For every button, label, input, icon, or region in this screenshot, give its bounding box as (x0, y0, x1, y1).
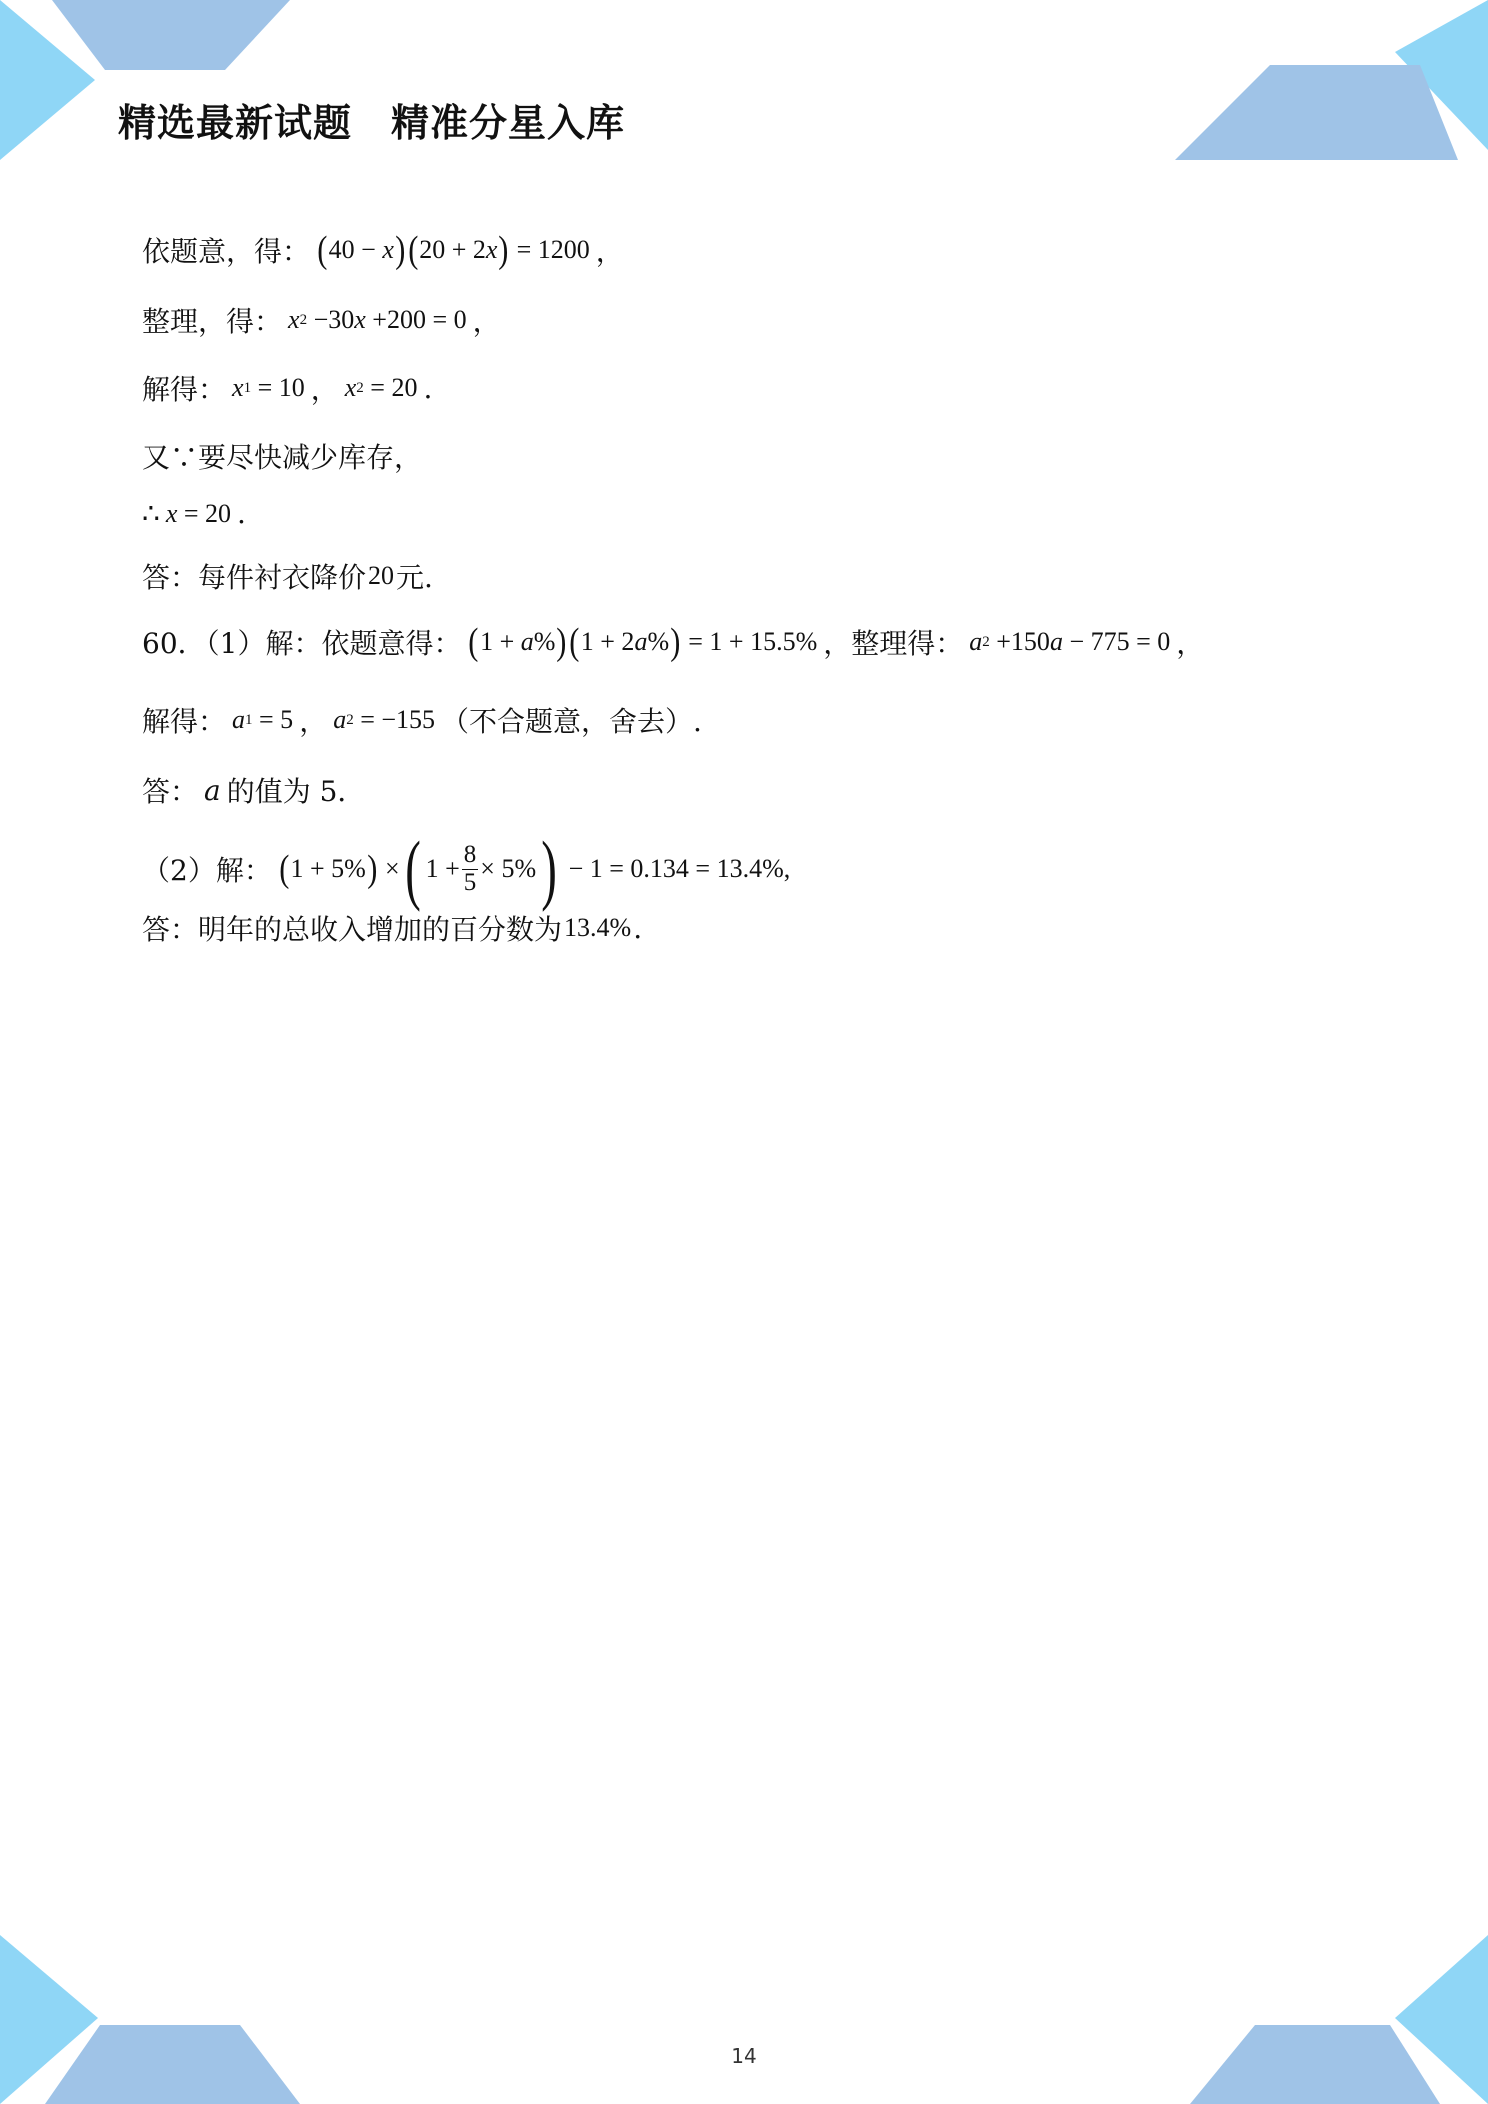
equation-2: x 2 −30 x +200 = 0 (288, 305, 467, 334)
equation-60-2: a 2 +150 a − 775 = 0 (969, 627, 1171, 656)
root-x1: x 1 = 10 (232, 373, 305, 402)
page-number: 14 (731, 2044, 757, 2068)
answer-line-a: 答： a 的值为 5． (142, 773, 366, 808)
problem-60-part-1: 60．（1）解：依题意得： ( 1 + a % ) ( 1 + 2 a % ) = 1 + 15.5% ，整理得： a 2 +150 a − 775 = 0 ， (142, 621, 1205, 663)
root-a1: a 1 = 5 (232, 705, 294, 734)
top-left-trapezoid (52, 0, 290, 70)
root-x2: x 2 = 20 (344, 373, 418, 402)
equation-1: ( 40 − x ) ( 20 + 2 x ) = 1200 (317, 229, 590, 271)
answer-line-increase: 答：明年的总收入增加的百分数为 13.4% . (142, 911, 643, 946)
solution-line-conclusion: ∴ x = 20 . (142, 497, 246, 530)
problem-60-part-2: （2）解： ( 1 + 5% ) × ( 1 + $\frac{8}{5}$ × 5% ) − 1 = 0.134 = 13.4%, (142, 825, 791, 912)
fraction-8-5: $\frac{8}{5}$ (463, 841, 477, 896)
header-title: 精选最新试题 精准分星入库 (118, 101, 626, 145)
solution-line-condition: 又∵要尽快减少库存， (142, 441, 423, 474)
equation-60-3: ( 1 + 5% ) × ( 1 + $\frac{8}{5}$ × 5% ) − 1 = 0.134 = 13.4%, (279, 825, 791, 912)
solution-line-roots: 解得： x 1 = 10 ， x 2 = 20 . (142, 371, 433, 406)
answer-line-price: 答：每件衬衣降价 20 元. (142, 561, 433, 594)
equation-60-1: ( 1 + a % ) ( 1 + 2 a % ) = 1 + 15.5% (468, 621, 818, 663)
top-right-trapezoid (1175, 65, 1458, 160)
solution-line-simplified: 整理，得： x 2 −30 x +200 = 0 ， (142, 305, 501, 338)
solution-line-a-roots: 解得： a 1 = 5 ， a 2 = −155 （不合题意，舍去）. (142, 705, 702, 738)
conclusion-x: x = 20 (165, 498, 232, 528)
solution-line-equation: 依题意，得： ( 40 − x ) ( 20 + 2 x ) = 1200 ， (142, 229, 624, 271)
root-a2: a 2 = −155 (333, 705, 436, 734)
